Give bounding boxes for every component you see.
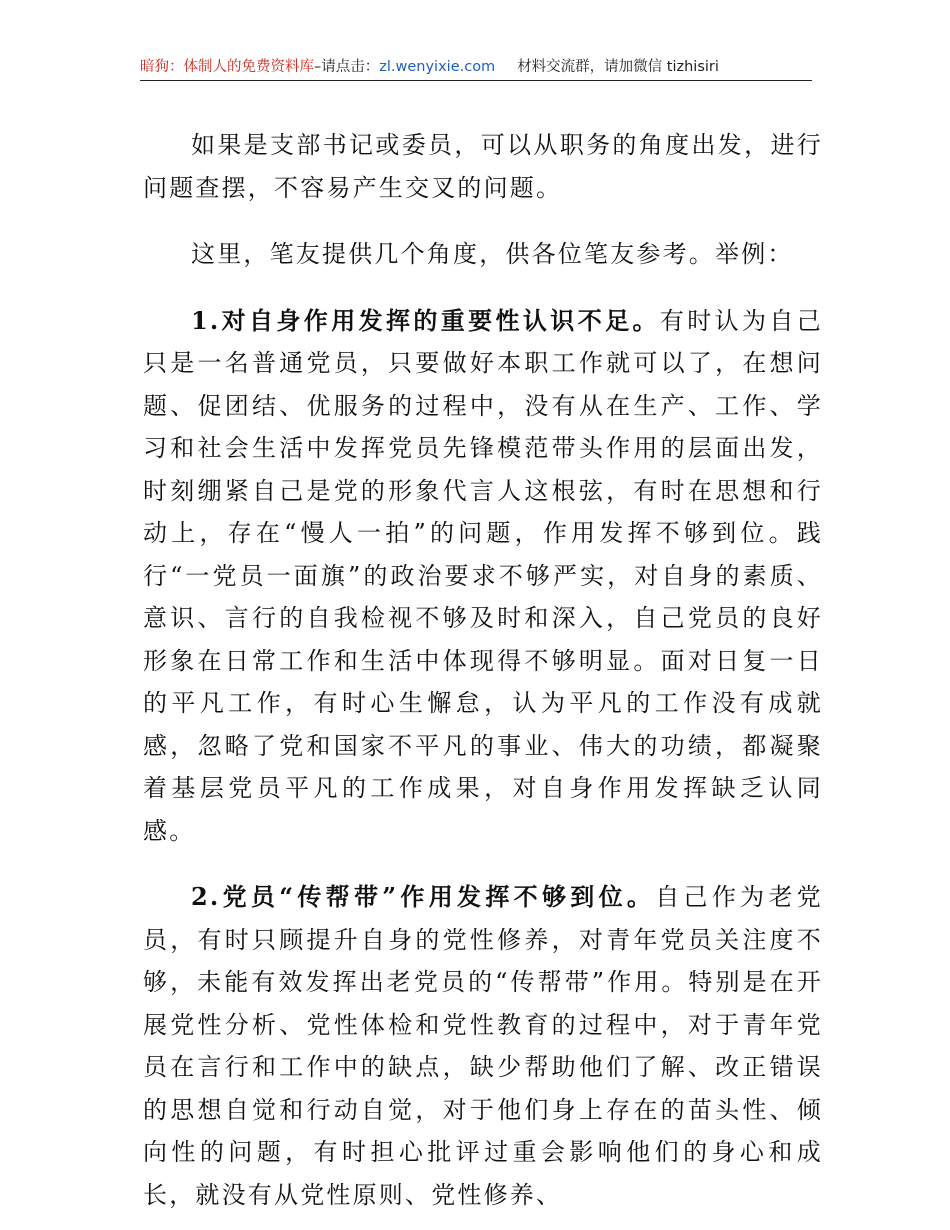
header-brand-link[interactable]: 暗狗：体制人的免费资料库 <box>140 59 314 75</box>
paragraph-examples <box>143 233 823 276</box>
paragraph-point-1-heading: 1.对自身作用发挥的重要性认识不足。 <box>191 305 660 335</box>
paragraph-point-1-text: 有时认为自己只是一名普通党员，只要做好本职工作就可以了，在想问题、促团结、优服务的过程中，没有从在生产、工作、学习和社会生活中发挥党员先锋模范带头作用的层面出发，时刻绷紧自己是党的形象代言人这根弦，有时在思想和行动上，存在“慢人一拍”的问题，作用发挥不够到位。践行“一党员一面旗”的政治要求不够严实，对自身的素质、意识、言行的自我检视不够及时和深入，自己党员的良好形象在日常工作和生活中体现得不够明显。面对日复一日的平凡工作，有时心生懈怠，认为平凡的工作没有成就感，忽略了党和国家不平凡的事业、伟大的功绩，都凝聚着基层党员平凡的工作成果，对自身作用发挥缺乏认同感。 <box>143 306 824 845</box>
paragraph-point-1 <box>143 300 823 853</box>
paragraph-point-2-text: 自己作为老党员，有时只顾提升自身的党性修养，对青年党员关注度不够，未能有效发挥出老党员的“传帮带”作用。特别是在开展党性分析、党性体检和党性教育的过程中，对于青年党员在言行和工作中的缺点，缺少帮助他们了解、改正错误的思想自觉和行动自觉，对于他们身上存在的苗头性、倾向性的问题，有时担心批评过重会影响他们的身心和成长，就没有从党性原则、党性修养、 <box>143 883 824 1209</box>
paragraph-examples-text: 这里，笔友提供几个角度，供各位笔友参考。举例： <box>191 240 794 268</box>
paragraph-intro <box>143 124 823 209</box>
paragraph-point-2-heading: 2.党员“传帮带”作用发挥不够到位。 <box>191 882 656 911</box>
header-prompt: –请点击： <box>314 59 380 75</box>
header-url-link[interactable]: zl.wenyixie.com <box>379 59 496 75</box>
page-header <box>140 56 812 81</box>
header-group-info: 材料交流群，请加微信 tizhisiri <box>517 59 719 75</box>
paragraph-point-2 <box>143 876 823 1216</box>
document-body <box>143 124 823 1216</box>
paragraph-intro-text: 如果是支部书记或委员，可以从职务的角度出发，进行问题查摆，不容易产生交叉的问题。 <box>143 131 823 202</box>
